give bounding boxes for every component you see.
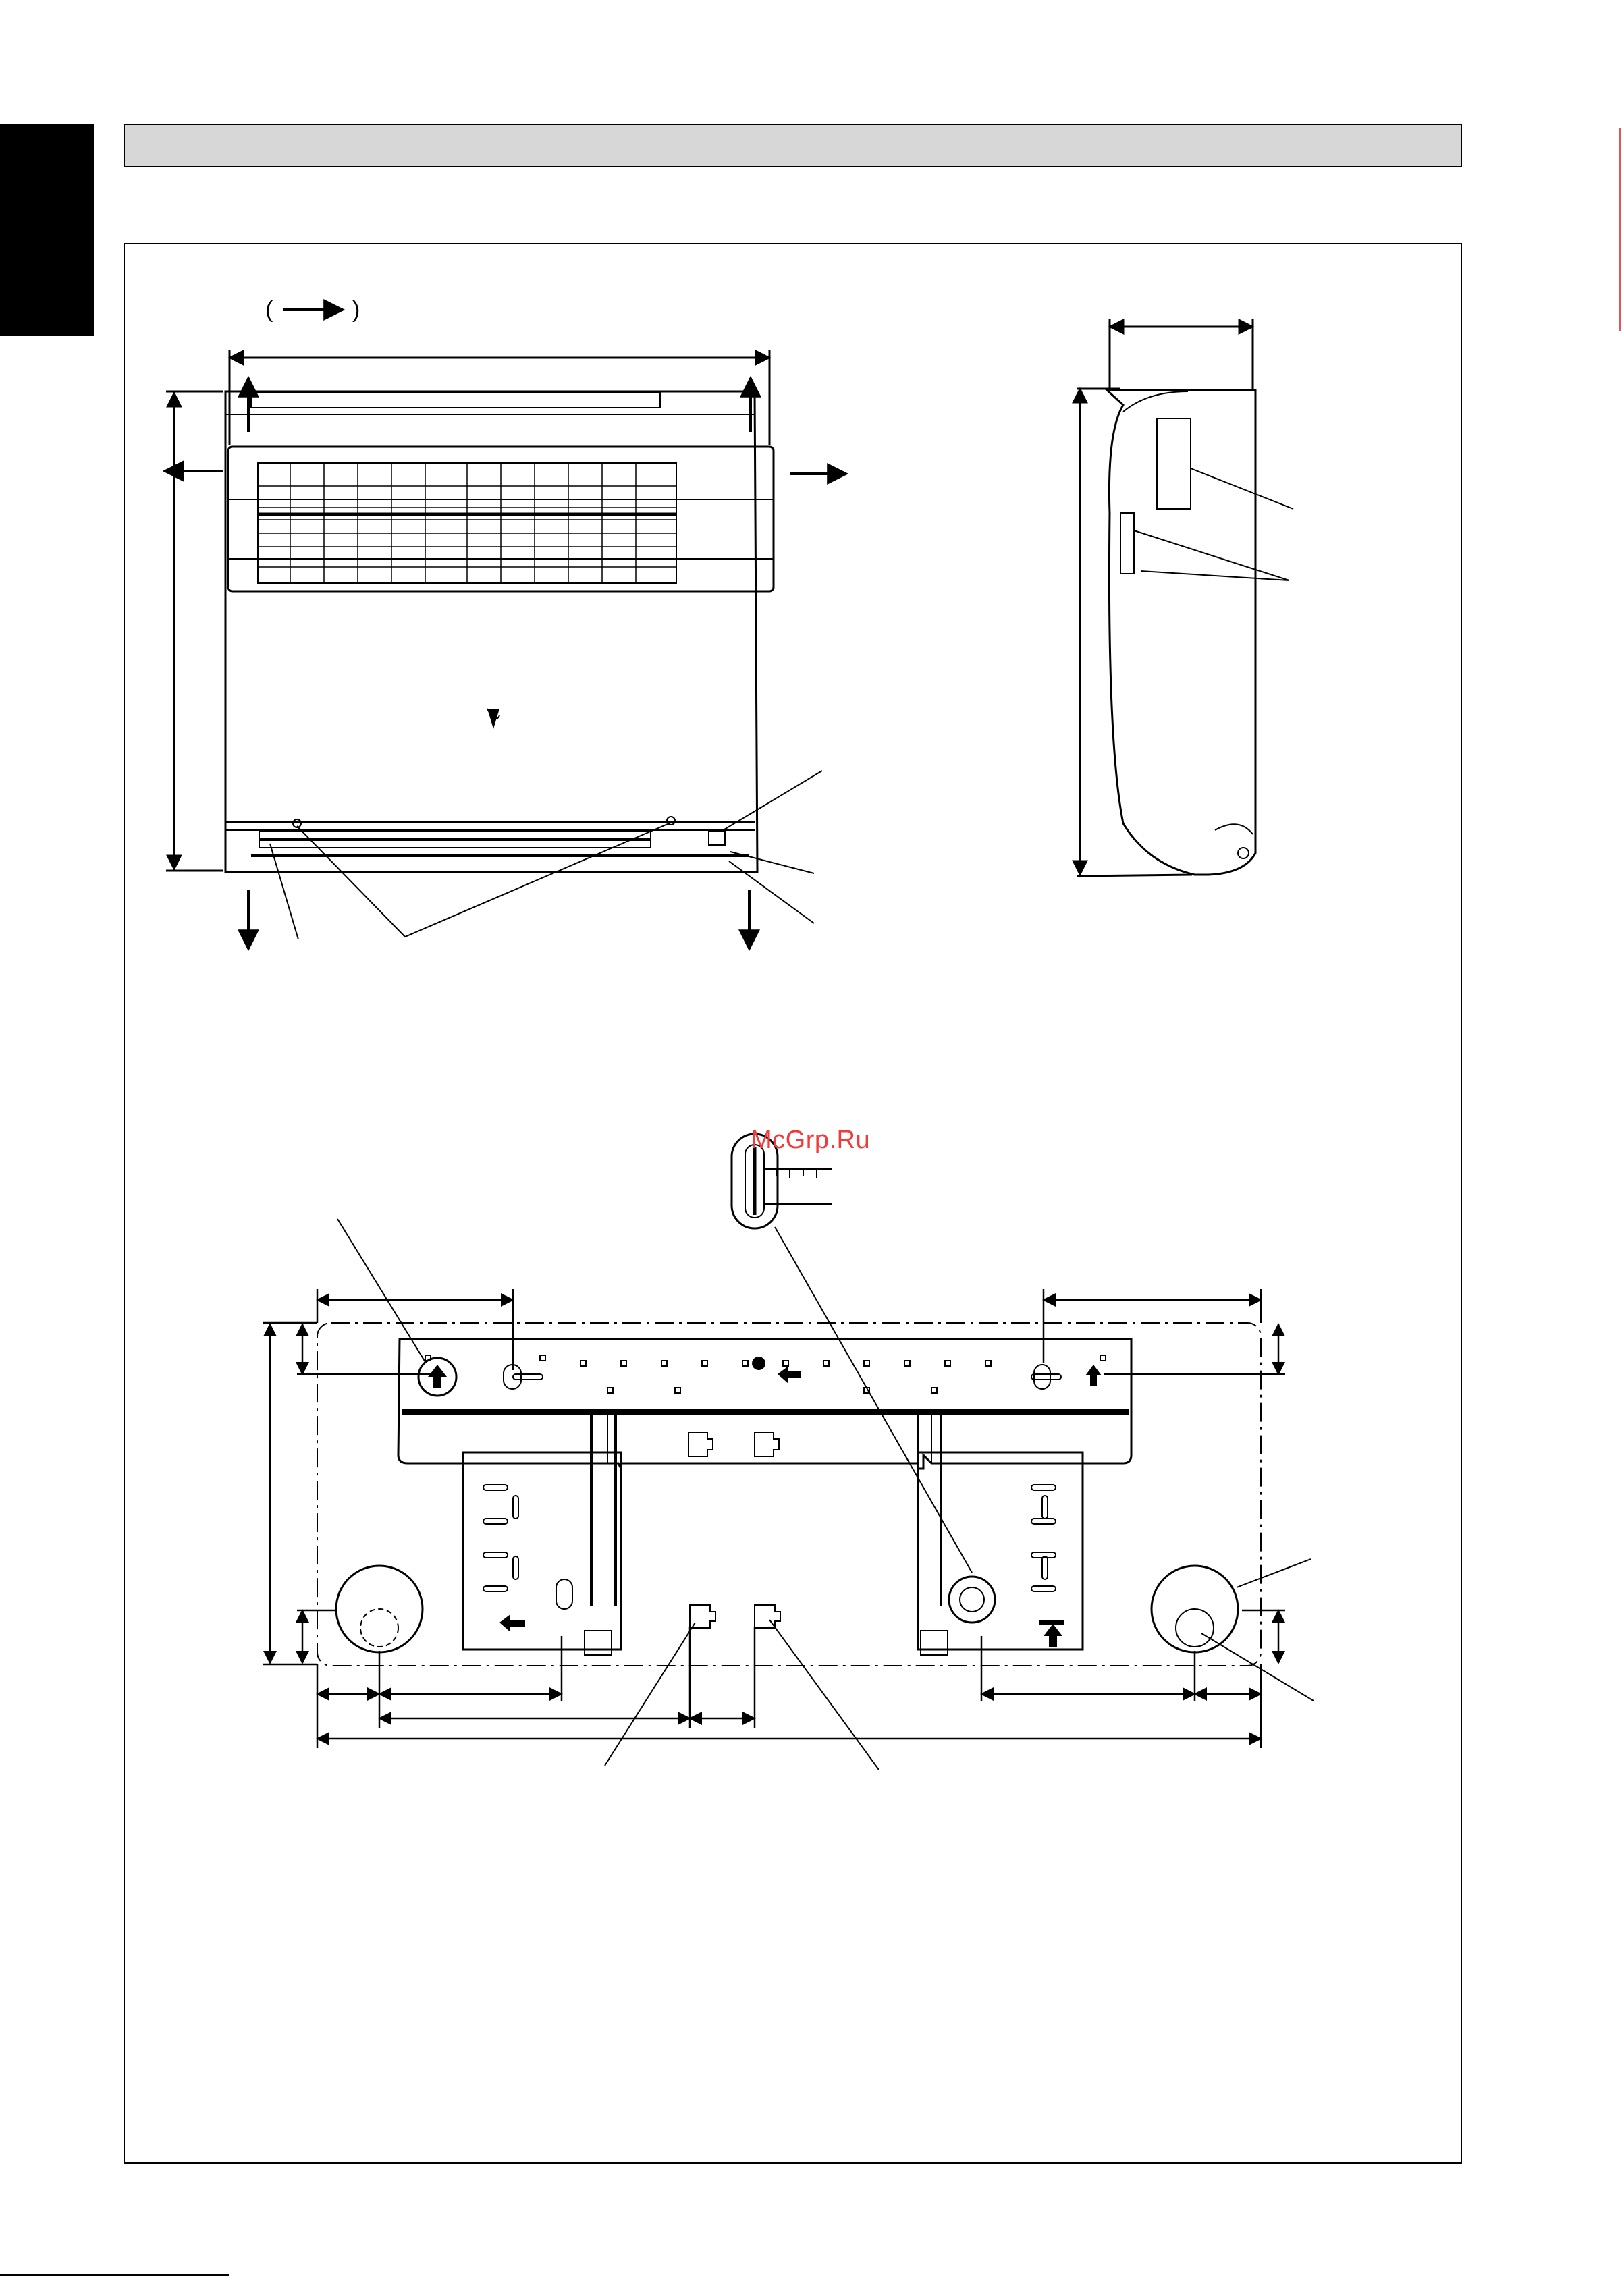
- top-vent: [251, 393, 660, 408]
- bottom-arrow-up-icon: [1044, 1624, 1062, 1647]
- installation-plate: [263, 1134, 1314, 1770]
- unit-top-view: [165, 350, 846, 591]
- plate-top-bar: [398, 1339, 1131, 1469]
- plate-left-leg: [463, 1452, 621, 1650]
- unit-front-view: [166, 391, 822, 949]
- legend-open-paren: (: [265, 297, 273, 323]
- right-arrow-up-icon: [1085, 1365, 1102, 1386]
- airflow-legend: [265, 297, 360, 323]
- watermark-text: McGrp.Ru: [751, 1126, 871, 1154]
- receiver-window: [709, 832, 725, 845]
- callout-leader: [775, 1227, 972, 1573]
- side-body: [1107, 390, 1255, 875]
- footer-rule: [0, 2274, 229, 2276]
- left-arrow-icon: [499, 1614, 525, 1632]
- legend-close-paren: ): [352, 297, 360, 323]
- center-arrow-left-icon: [778, 1366, 801, 1384]
- side-label-upper: [1157, 418, 1191, 509]
- plate-leaders: [337, 1219, 1314, 1770]
- unit-side-view: [1077, 319, 1293, 876]
